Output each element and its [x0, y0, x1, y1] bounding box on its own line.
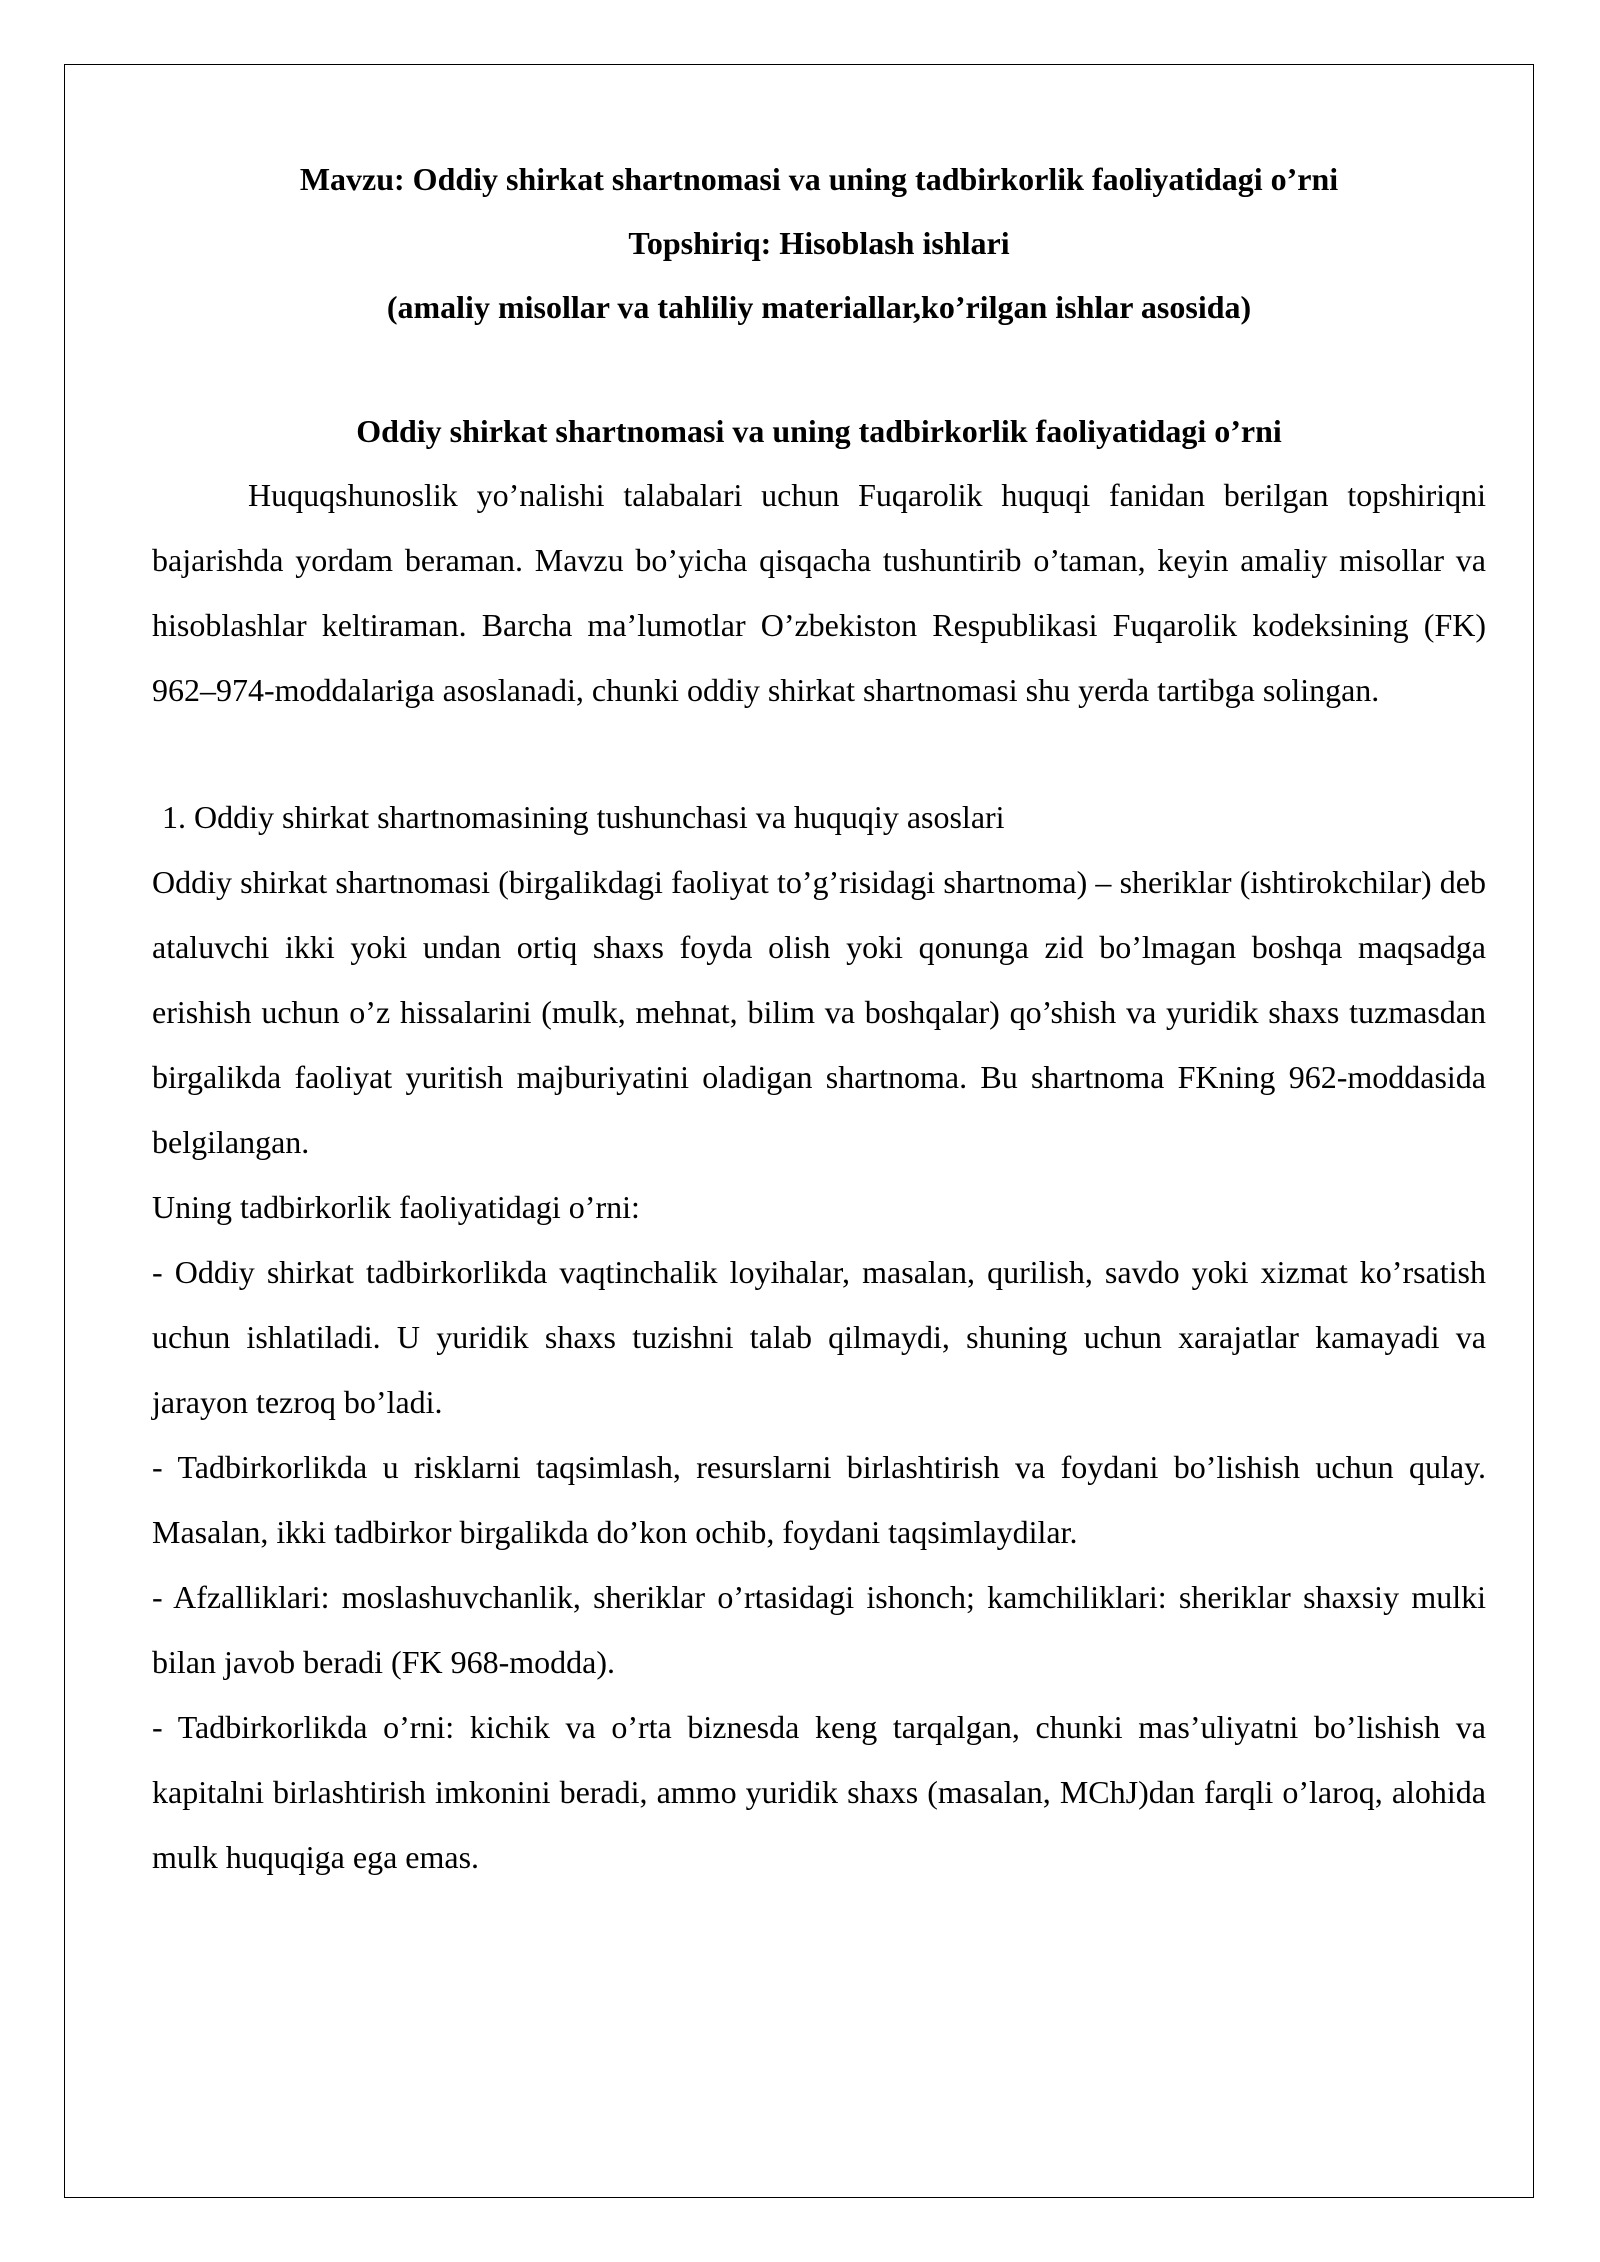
topic-heading: Mavzu: Oddiy shirkat shartnomasi va uning tadbirkorlik faoliyatidagi o’rni — [299, 161, 1339, 197]
intro-paragraph: Huquqshunoslik yo’nalishi talabalari uchun Fuqarolik huquqi fanidan berilgan topshiriqni bajarishda yordam beraman. Mavzu bo’yicha qisqacha tushuntirib o’taman, keyin amaliy misollar va hisoblashlar keltiraman. Barcha ma’lumotlar O’zbekiston Respublikasi Fuqarolik kodeksining (FK) 962–974-moddalariga asoslanadi, chunki oddiy shirkat shartnomasi shu yerda tartibga solingan. — [152, 477, 1486, 708]
role-label: Uning tadbirkorlik faoliyatidagi o’rni: — [152, 1189, 640, 1225]
list-item: - Tadbirkorlikda o’rni: kichik va o’rta biznesda keng tarqalgan, chunki mas’uliyatni bo’lishish va kapitalni birlashtirish imkonini beradi, ammo yuridik shaxs (masalan, MChJ)dan farqli o’laroq, alohida mulk huquqiga ega emas. — [152, 1709, 1486, 1875]
document-body — [152, 147, 1486, 1890]
spacer — [152, 723, 1486, 785]
definition-paragraph: Oddiy shirkat shartnomasi (birgalikdagi faoliyat to’g’risidagi shartnoma) – sheriklar (ishtirokchilar) deb ataluvchi ikki yoki undan ortiq shaxs foyda olish yoki qonunga zid bo’lmagan boshqa maqsadga erishish uchun o’z hissalarini (mulk, mehnat, bilim va boshqalar) qo’shish va yuridik shaxs tuzmasdan birgalikda faoliyat yuritish majburiyatini oladigan shartnoma. Bu shartnoma FKning 962-moddasida belgilangan. — [152, 864, 1486, 1160]
list-item: - Tadbirkorlikda u risklarni taqsimlash, resurslarni birlashtirish va foydani bo’lishish uchun qulay. Masalan, ikki tadbirkor birgalikda do’kon ochib, foydani taqsimlaydilar. — [152, 1449, 1486, 1550]
spacer — [152, 339, 1486, 399]
list-item: - Oddiy shirkat tadbirkorlikda vaqtinchalik loyihalar, masalan, qurilish, savdo yoki xizmat ko’rsatish uchun ishlatiladi. U yuridik shaxs tuzishni talab qilmaydi, shuning uchun xarajatlar kamayadi va jarayon tezroq bo’ladi. — [152, 1254, 1486, 1420]
list-item: - Afzalliklari: moslashuvchanlik, sheriklar o’rtasidagi ishonch; kamchiliklari: sheriklar shaxsiy mulki bilan javob beradi (FK 968-modda). — [152, 1579, 1486, 1680]
section-1-title: 1. Oddiy shirkat shartnomasining tushunchasi va huquqiy asoslari — [162, 799, 1005, 835]
section-heading: Oddiy shirkat shartnomasi va uning tadbirkorlik faoliyatidagi o’rni — [356, 413, 1282, 449]
basis-heading: (amaliy misollar va tahliliy materiallar,ko’rilgan ishlar asosida) — [386, 289, 1252, 325]
assignment-heading: Topshiriq: Hisoblash ishlari — [628, 225, 1010, 261]
